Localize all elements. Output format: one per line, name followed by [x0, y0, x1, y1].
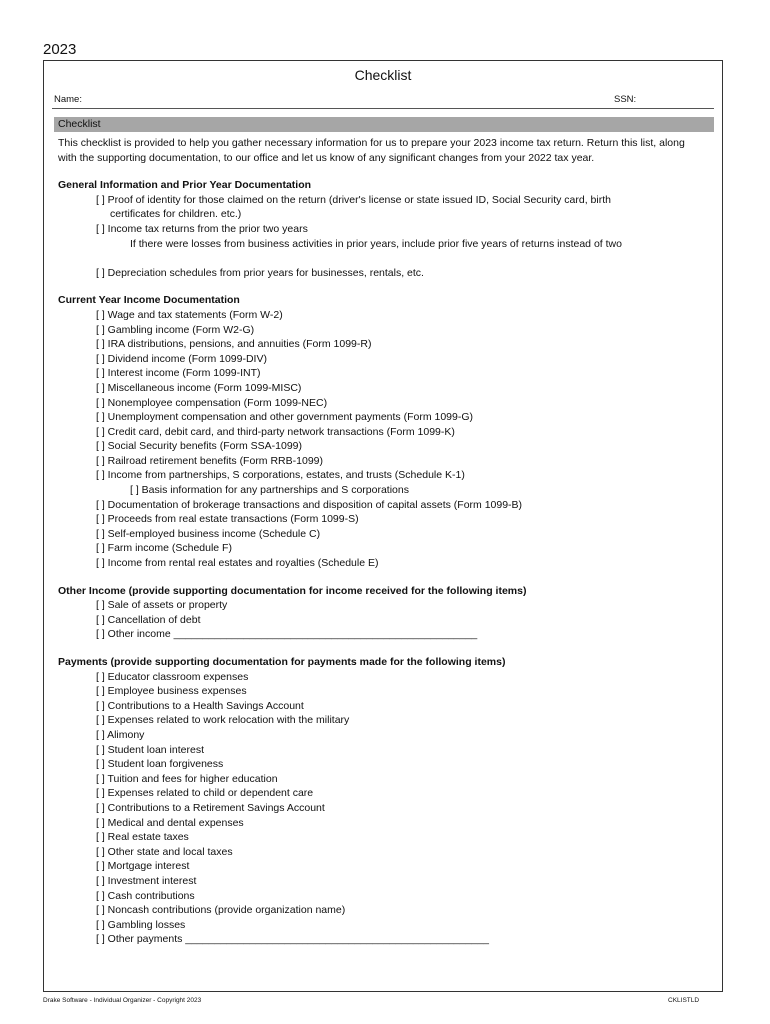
- checklist-item[interactable]: [ ] Gambling losses: [96, 918, 186, 931]
- checklist-item[interactable]: [ ] Employee business expenses: [96, 685, 247, 698]
- checklist-note: If there were losses from business activities in prior years, include prior five years of returns instead of two: [130, 237, 622, 250]
- checklist-item[interactable]: [ ] Educator classroom expenses: [96, 670, 249, 683]
- checklist-item[interactable]: [ ] Contributions to a Retirement Savings Account: [96, 801, 325, 814]
- checklist-item[interactable]: [ ] Documentation of brokerage transactions and disposition of capital assets (Form 1099-B): [96, 498, 523, 511]
- checklist-item[interactable]: [ ] Investment interest: [96, 874, 197, 887]
- checklist-item[interactable]: [ ] Self-employed business income (Schedule C): [96, 527, 321, 540]
- checklist-item[interactable]: [ ] Credit card, debit card, and third-party network transactions (Form 1099-K): [96, 425, 455, 438]
- checklist-item[interactable]: [ ] IRA distributions, pensions, and annuities (Form 1099-R): [96, 338, 372, 351]
- checklist-item-continuation: certificates for children. etc.): [110, 208, 242, 221]
- checklist-item[interactable]: [ ] Wage and tax statements (Form W-2): [96, 308, 283, 321]
- checklist-item[interactable]: [ ] Tuition and fees for higher education: [96, 772, 278, 785]
- checklist-item[interactable]: [ ] Other income ____________________________________________________: [96, 628, 478, 641]
- other-income-heading: Other Income (provide supporting documentation for income received for the following items): [58, 584, 527, 597]
- checklist-item[interactable]: [ ] Sale of assets or property: [96, 599, 228, 612]
- checklist-item[interactable]: [ ] Income from partnerships, S corporations, estates, and trusts (Schedule K-1): [96, 469, 465, 482]
- checklist-item[interactable]: [ ] Gambling income (Form W2-G): [96, 323, 255, 336]
- checklist-item[interactable]: [ ] Nonemployee compensation (Form 1099-NEC): [96, 396, 328, 409]
- footer-copyright: Drake Software - Individual Organizer - Copyright 2023: [43, 997, 202, 1004]
- checklist-item[interactable]: [ ] Income from rental real estates and royalties (Schedule E): [96, 557, 379, 570]
- checklist-item[interactable]: [ ] Interest income (Form 1099-INT): [96, 367, 261, 380]
- checklist-item[interactable]: [ ] Other payments ____________________________________________________: [96, 933, 489, 946]
- checklist-item[interactable]: [ ] Cash contributions: [96, 889, 195, 902]
- checklist-item[interactable]: [ ] Proceeds from real estate transactions (Form 1099-S): [96, 513, 359, 526]
- checklist-frame: [43, 60, 723, 992]
- current-heading: Current Year Income Documentation: [58, 294, 240, 307]
- checklist-item[interactable]: [ ] Cancellation of debt: [96, 613, 201, 626]
- page-title: Checklist: [354, 67, 412, 83]
- checklist-item[interactable]: [ ] Income tax returns from the prior two years: [96, 222, 308, 235]
- payments-heading: Payments (provide supporting documentation for payments made for the following items): [58, 656, 506, 668]
- checklist-item[interactable]: [ ] Contributions to a Health Savings Account: [96, 699, 304, 712]
- checklist-item[interactable]: [ ] Proof of identity for those claimed on the return (driver's license or state issued ID, Social Security card, birth: [96, 193, 611, 206]
- checklist-item[interactable]: [ ] Noncash contributions (provide organization name): [96, 904, 346, 917]
- checklist-item[interactable]: [ ] Real estate taxes: [96, 831, 189, 844]
- checklist-item[interactable]: [ ] Mortgage interest: [96, 860, 190, 873]
- checklist-item[interactable]: [ ] Medical and dental expenses: [96, 816, 244, 829]
- spacer: [58, 251, 698, 266]
- checklist-item[interactable]: [ ] Other state and local taxes: [96, 845, 233, 858]
- name-label: Name:: [54, 94, 82, 105]
- checklist-item[interactable]: [ ] Student loan forgiveness: [96, 758, 224, 771]
- general-heading: General Information and Prior Year Documentation: [58, 179, 312, 192]
- checklist-item[interactable]: [ ] Social Security benefits (Form SSA-1099): [96, 440, 302, 453]
- checklist-item[interactable]: [ ] Student loan interest: [96, 743, 204, 756]
- intro-paragraph: This checklist is provided to help you gather necessary information for us to prepare your 2023 income tax return. Return this list, along with the supporting documentation, to our office and let us know of any significant changes from your 2022 tax year.: [58, 137, 685, 164]
- name-divider: [52, 108, 714, 109]
- checklist-item[interactable]: [ ] Expenses related to child or dependent care: [96, 787, 314, 800]
- checklist-content: [58, 136, 698, 947]
- checklist-item[interactable]: [ ] Depreciation schedules from prior years for businesses, rentals, etc.: [96, 266, 424, 279]
- section-header-bar: Checklist: [54, 117, 714, 132]
- checklist-item[interactable]: [ ] Expenses related to work relocation with the military: [96, 714, 350, 727]
- footer-form-code: CKLISTLD: [668, 997, 700, 1004]
- checklist-item[interactable]: [ ] Dividend income (Form 1099-DIV): [96, 352, 267, 365]
- checklist-item[interactable]: [ ] Unemployment compensation and other government payments (Form 1099-G): [96, 411, 474, 424]
- tax-year: 2023: [43, 41, 77, 58]
- checklist-item[interactable]: [ ] Miscellaneous income (Form 1099-MISC): [96, 381, 302, 394]
- checklist-subitem[interactable]: [ ] Basis information for any partnerships and S corporations: [130, 484, 409, 497]
- checklist-item[interactable]: [ ] Farm income (Schedule F): [96, 542, 232, 555]
- checklist-item[interactable]: [ ] Alimony: [96, 728, 145, 741]
- ssn-label: SSN:: [614, 94, 637, 105]
- checklist-item[interactable]: [ ] Railroad retirement benefits (Form RRB-1099): [96, 454, 323, 467]
